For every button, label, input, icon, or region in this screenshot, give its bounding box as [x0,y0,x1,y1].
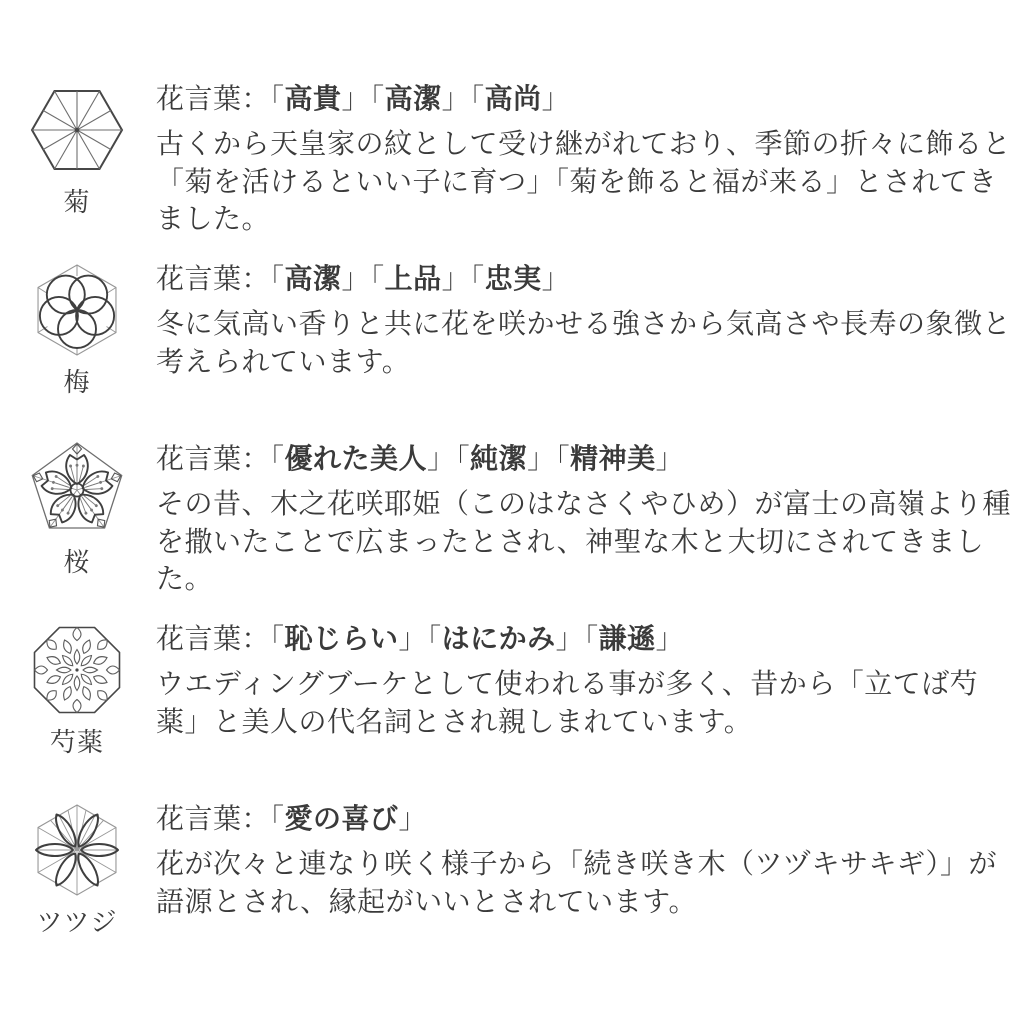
meanings-prefix: 花言葉： [156,622,271,655]
meaning-term: 高尚 [484,82,542,115]
peony-crest-icon [27,620,127,720]
flower-text-column [156,620,1012,740]
flower-meanings: 「恥じらい」「はにかみ」「謙遜」 [270,622,685,655]
meaning-term: 精神美 [570,442,656,475]
meaning-term: 愛の喜び [284,802,399,835]
meanings-prefix: 花言葉： [156,802,271,835]
chrysanthemum-crest-icon [27,80,127,180]
flower-section-shakuyaku [18,620,1012,800]
flower-meanings: 「高潔」「上品」「忠実」 [270,262,571,295]
meaning-term: 優れた美人 [284,442,428,475]
flower-name: ツツジ [36,908,118,938]
meaning-term: はにかみ [441,622,556,655]
flower-name: 芍薬 [49,728,104,758]
meaning-term: 上品 [384,262,442,295]
flower-meanings-line [156,82,1012,116]
flower-icon-column [18,620,136,759]
flower-icon-column [18,800,136,939]
flower-name: 梅 [63,368,91,398]
meanings-prefix: 花言葉： [156,262,271,295]
flower-description: 花が次々と連なり咲く様子から「続き咲き木（ツヅキサキギ）」が語源とされ、縁起がいいとされています。 [156,847,998,918]
meaning-term: 高貴 [284,82,342,115]
flower-meanings: 「愛の喜び」 [270,802,428,835]
flower-section-tsutsuji [18,800,1012,980]
flower-meanings: 「高貴」「高潔」「高尚」 [270,82,571,115]
flower-name: 桜 [63,548,91,578]
meaning-term: 純潔 [470,442,528,475]
flower-meanings: 「優れた美人」「純潔」「精神美」 [270,442,685,475]
meaning-term: 恥じらい [284,622,399,655]
flower-meanings-line [156,442,1012,476]
flower-icon-column [18,80,136,219]
flower-icon-column [18,440,136,579]
flower-name: 菊 [63,188,91,218]
meaning-term: 高潔 [384,82,442,115]
flower-text-column [156,440,1012,598]
flower-section-ume [18,260,1012,440]
flower-text-column [156,800,1012,920]
cherry-blossom-crest-icon [27,440,127,540]
flower-description: 冬に気高い香りと共に花を咲かせる強さから気高さや長寿の象徴と考えられています。 [156,307,1012,378]
meaning-term: 謙遜 [598,622,656,655]
flower-meanings-line [156,262,1012,296]
flower-meanings-line [156,622,1012,656]
meanings-prefix: 花言葉： [156,442,271,475]
flower-text-column [156,260,1012,380]
flower-description: 古くから天皇家の紋として受け継がれており、季節の折々に飾ると「菊を活けるといい子に育つ」「菊を飾ると福が来る」とされてきました。 [156,127,1012,235]
azalea-crest-icon [27,800,127,900]
flower-meanings-line [156,802,1012,836]
flower-section-kiku [18,80,1012,260]
meaning-term: 忠実 [484,262,542,295]
flower-description: ウエディングブーケとして使われる事が多く、昔から「立てば芍薬」と美人の代名詞とされ親しまれています。 [156,667,979,738]
plum-blossom-crest-icon [27,260,127,360]
flower-description: その昔、木之花咲耶姫（このはなさくやひめ）が富士の高嶺より種を撒いたことで広まったとされ、神聖な木と大切にされてきました。 [156,487,1012,595]
meanings-prefix: 花言葉： [156,82,271,115]
flower-section-sakura [18,440,1012,620]
flower-text-column [156,80,1012,238]
flower-icon-column [18,260,136,399]
meaning-term: 高潔 [284,262,342,295]
